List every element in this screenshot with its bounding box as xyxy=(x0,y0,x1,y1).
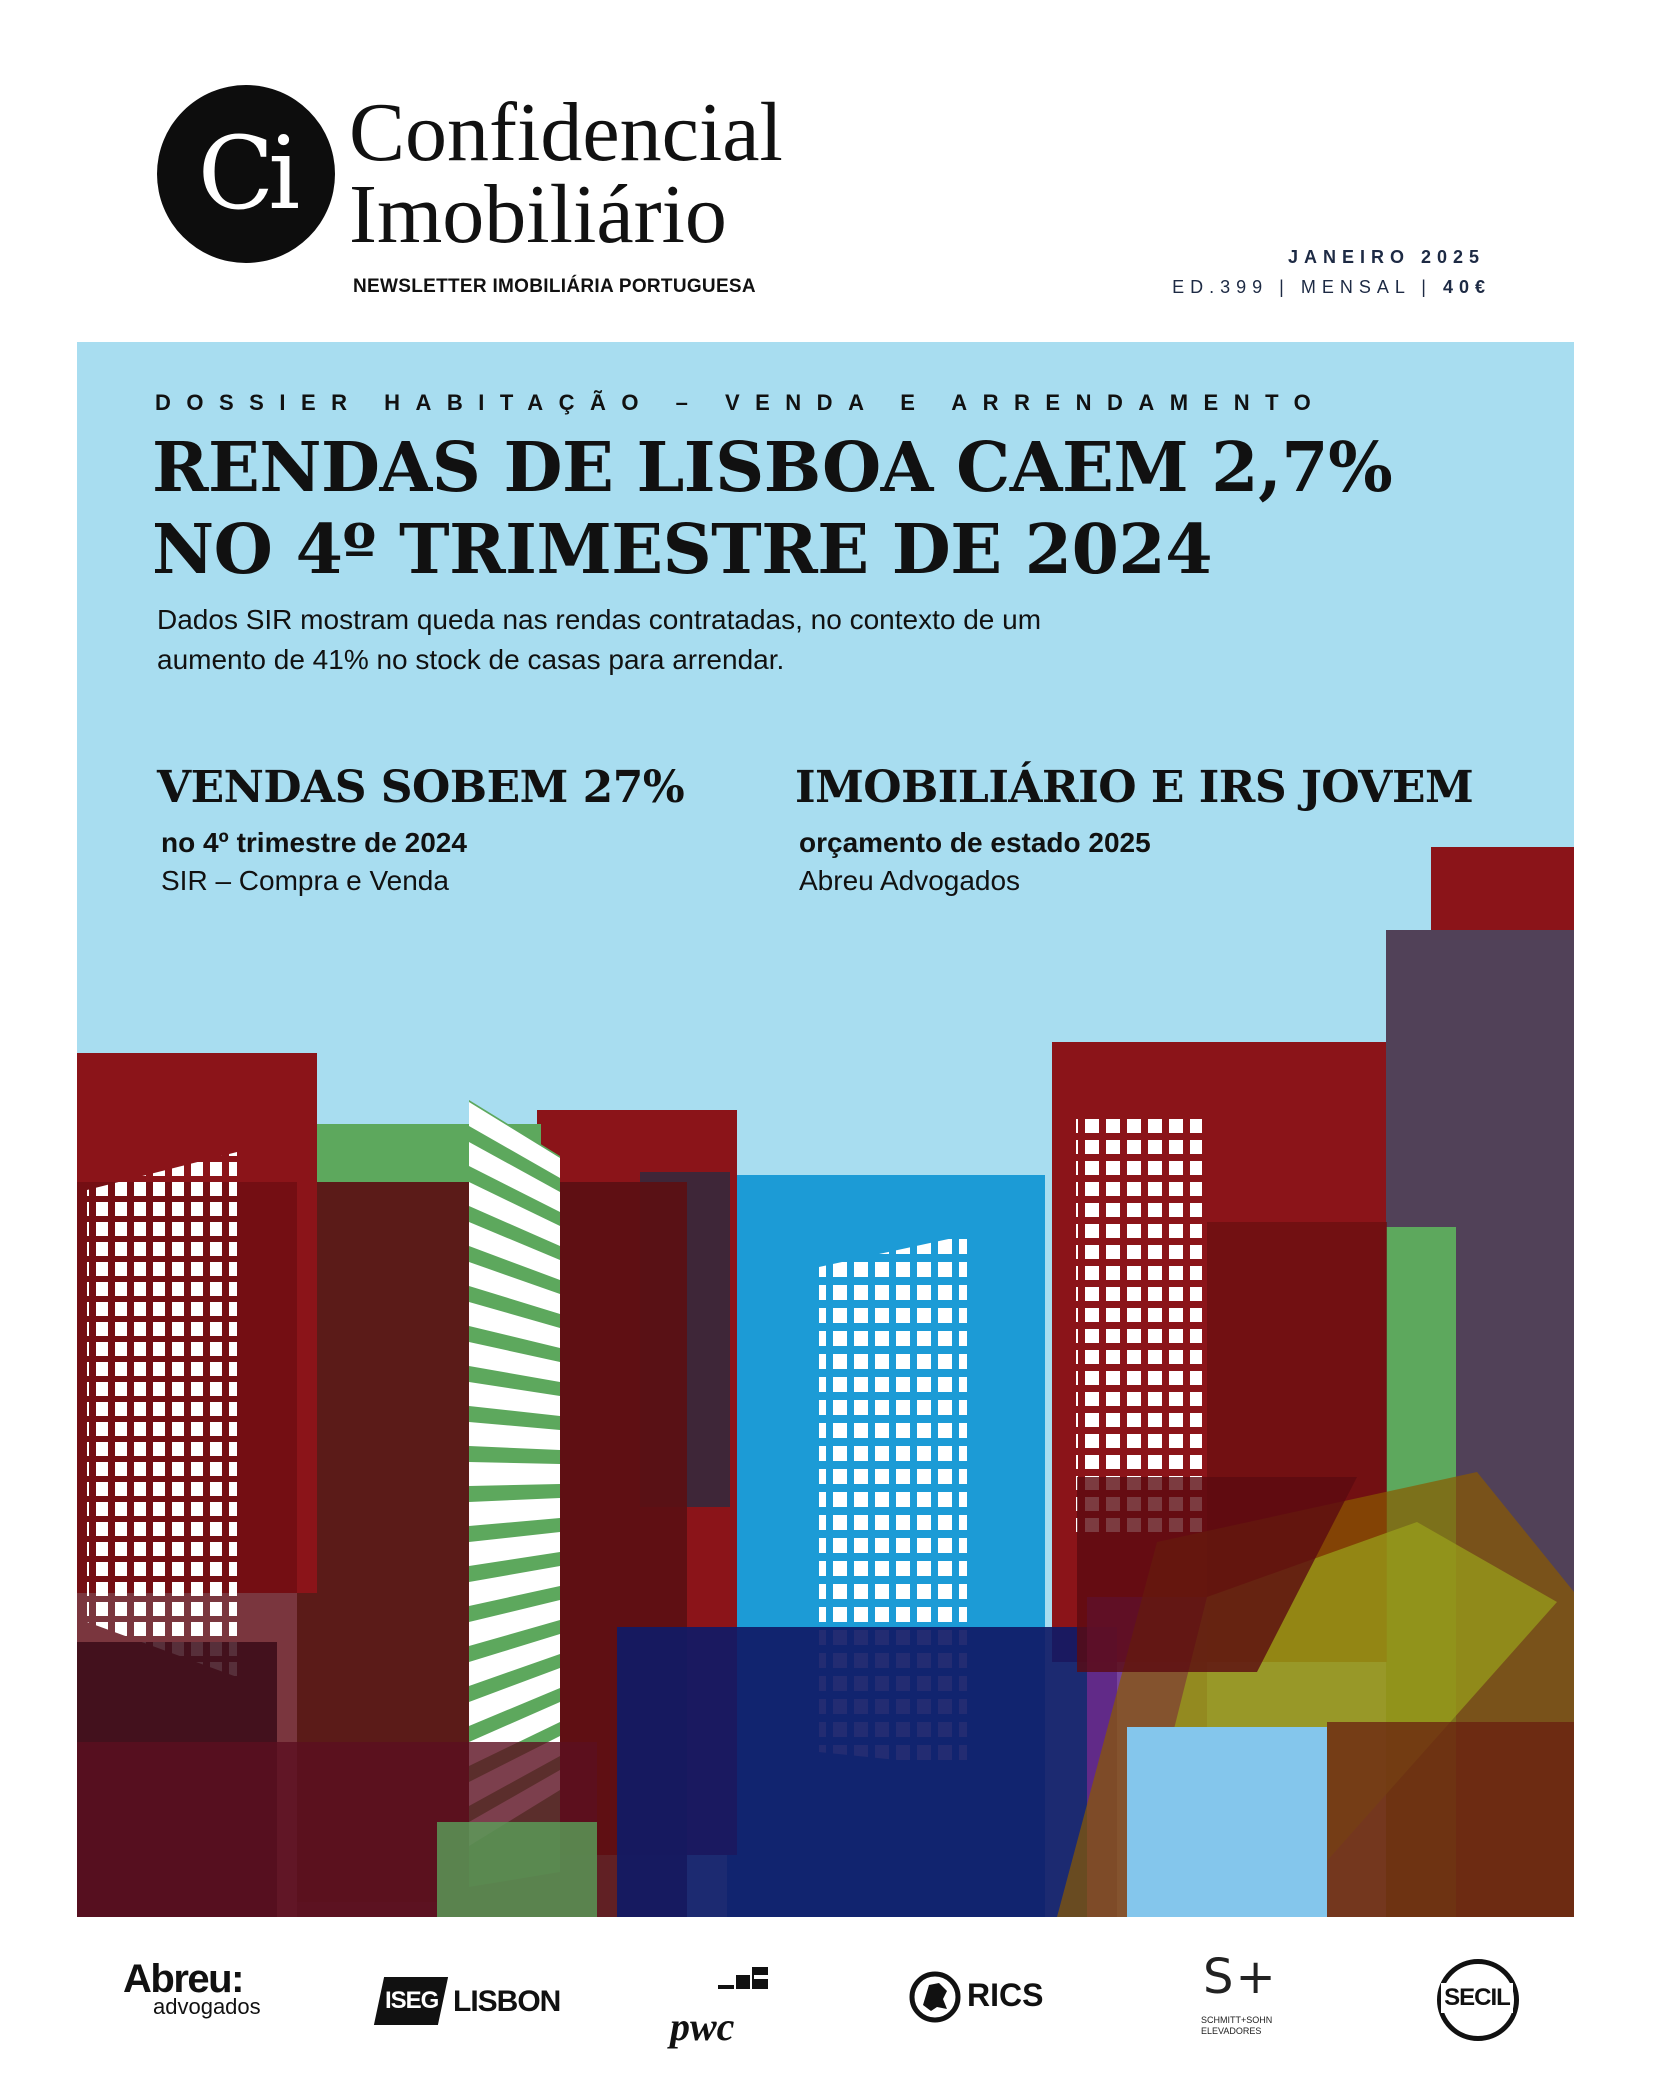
rics-lion-icon xyxy=(909,1971,961,2023)
story-title: IMOBILIÁRIO E IRS JOVEM xyxy=(795,762,1474,813)
brand-name xyxy=(349,86,783,261)
block xyxy=(1327,1722,1574,1917)
secil-wordmark: SECIL xyxy=(1441,1983,1513,2013)
iseg-city: LISBON xyxy=(453,1985,561,2018)
headline-line-2: NO 4º TRIMESTRE DE 2024 xyxy=(152,510,1213,590)
sponsor-secil-logo[interactable] xyxy=(1437,1959,1521,2043)
edition-number: ED.399 xyxy=(1172,277,1269,297)
abreu-name: Abreu: xyxy=(123,1957,243,2001)
story-subtitle: orçamento de estado 2025 xyxy=(799,827,1151,858)
cover-panel xyxy=(77,342,1574,1917)
sponsor-abreu-logo[interactable] xyxy=(123,1957,261,2087)
logo-circle xyxy=(157,85,335,263)
issue-date: JANEIRO 2025 xyxy=(1287,247,1485,267)
sponsor-bar xyxy=(77,1935,1574,2065)
story-irs-jovem[interactable] xyxy=(795,758,1473,900)
story-title: VENDAS SOBEM 27% xyxy=(157,762,685,813)
cover-headline[interactable] xyxy=(152,427,1392,591)
story-subtitle: no 4º trimestre de 2024 xyxy=(161,827,467,858)
cover-lead xyxy=(157,600,1041,680)
sponsor-schmitt-logo[interactable] xyxy=(1197,1949,1317,2059)
schmitt-sub-2: ELEVADORES xyxy=(1201,2026,1262,2036)
story-source: SIR – Compra e Venda xyxy=(161,865,449,896)
window-grid xyxy=(1076,1112,1202,1532)
brand-line-1: Confidencial xyxy=(349,86,783,179)
story-source: Abreu Advogados xyxy=(799,865,1021,896)
headline-line-1: RENDAS DE LISBOA CAEM 2,7% xyxy=(152,428,1393,508)
sponsor-pwc-logo[interactable] xyxy=(670,1963,780,2053)
schmitt-mark: S+ xyxy=(1203,1949,1278,2005)
cover-kicker: DOSSIER HABITAÇÃO – VENDA E ARRENDAMENTO xyxy=(155,390,1327,415)
block xyxy=(1127,1727,1327,1917)
story-vendas[interactable] xyxy=(157,758,684,900)
edition-frequency: MENSAL xyxy=(1300,277,1411,297)
separator: | xyxy=(1421,277,1432,297)
block xyxy=(437,1822,597,1917)
schmitt-sub-1: SCHMITT+SOHN xyxy=(1201,2015,1273,2025)
separator: | xyxy=(1279,277,1290,297)
schmitt-text xyxy=(1201,2015,1272,2037)
rics-wordmark: RICS xyxy=(967,1977,1044,2013)
lead-line-1: Dados SIR mostram queda nas rendas contratadas, no contexto de um xyxy=(157,604,1042,635)
iseg-badge-text: ISEG xyxy=(385,1987,439,2014)
window-grid xyxy=(87,1152,237,1677)
pwc-wordmark: pwc xyxy=(670,2004,735,2049)
brand-tagline: NEWSLETTER IMOBILIÁRIA PORTUGUESA xyxy=(353,276,756,297)
sponsor-iseg-logo[interactable] xyxy=(379,1973,569,2033)
block xyxy=(617,1627,1117,1917)
logo-mark: Ci xyxy=(197,115,295,232)
sponsor-rics-logo[interactable] xyxy=(907,1969,1067,2029)
abreu-sub: advogados xyxy=(153,1994,261,2019)
brand-line-2: Imobiliário xyxy=(349,168,727,261)
edition-info xyxy=(1172,277,1491,298)
edition-price: 40€ xyxy=(1442,277,1491,297)
lead-line-2: aumento de 41% no stock de casas para arrendar. xyxy=(157,644,785,675)
